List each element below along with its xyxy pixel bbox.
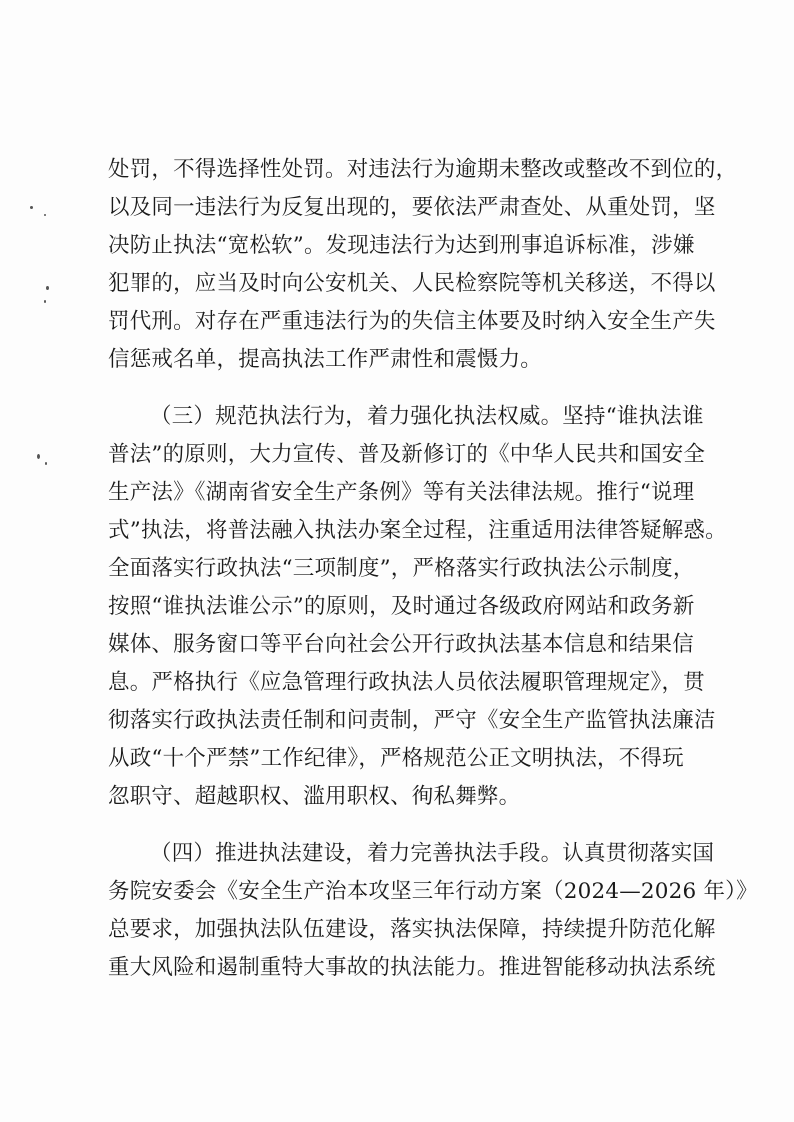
text-line: 处罚，不得选择性处罚。对违法行为逾期未整改或整改不到位的， <box>108 157 738 182</box>
scan-speck <box>46 286 49 290</box>
text-line: 彻落实行政执法责任制和问责制，严守《安全生产监管执法廉洁 <box>108 708 716 733</box>
section-heading-line: （三）规范执法行为，着力强化执法权威。坚持“谁执法谁 <box>150 404 704 429</box>
text-line: 普法”的原则，大力宣传、普及新修订的《中华人民共和国安全 <box>108 442 706 467</box>
text-line: 总要求，加强执法队伍建设，落实执法保障，持续提升防范化解 <box>108 917 716 942</box>
text-line: 以及同一违法行为反复出现的，要依法严肃查处、从重处罚，坚 <box>108 195 716 220</box>
text-line: 罚代刑。对存在严重违法行为的失信主体要及时纳入安全生产失 <box>108 309 716 334</box>
text-line: 务院安委会《安全生产治本攻坚三年行动方案（2024—2026 年）》 <box>108 879 758 904</box>
scan-speck <box>45 462 47 465</box>
text-line: 按照“谁执法谁公示”的原则，及时通过各级政府网站和政务新 <box>108 594 695 619</box>
scan-speck <box>44 300 46 303</box>
text-line: 重大风险和遏制重特大事故的执法能力。推进智能移动执法系统 <box>108 955 716 980</box>
text-line: 决防止执法“宽松软”。发现违法行为达到刑事追诉标准，涉嫌 <box>108 233 695 258</box>
text-line: 忽职守、超越职权、滥用职权、徇私舞弊。 <box>108 784 521 809</box>
text-line: 生产法》《湖南省安全生产条例》等有关法律法规。推行“说理 <box>108 480 695 505</box>
section-heading-line: （四）推进执法建设，着力完善执法手段。认真贯彻落实国 <box>150 841 715 866</box>
scan-speck <box>30 206 33 209</box>
text-line: 犯罪的，应当及时向公安机关、人民检察院等机关移送，不得以 <box>108 271 716 296</box>
text-line: 息。严格执行《应急管理行政执法人员依法履职管理规定》，贯 <box>108 670 705 695</box>
text-line: 信惩戒名单，提高执法工作严肃性和震慑力。 <box>108 347 543 372</box>
scan-speck <box>44 214 46 216</box>
text-line: 从政“十个严禁”工作纪律》，严格规范公正文明执法，不得玩 <box>108 746 684 771</box>
text-line: 式”执法，将普法融入执法办案全过程，注重适用法律答疑解惑。 <box>108 518 727 543</box>
text-line: 媒体、服务窗口等平台向社会公开行政执法基本信息和结果信 <box>108 632 694 657</box>
scan-speck <box>37 454 40 459</box>
text-line: 全面落实行政执法“三项制度”，严格落实行政执法公示制度， <box>108 556 695 581</box>
